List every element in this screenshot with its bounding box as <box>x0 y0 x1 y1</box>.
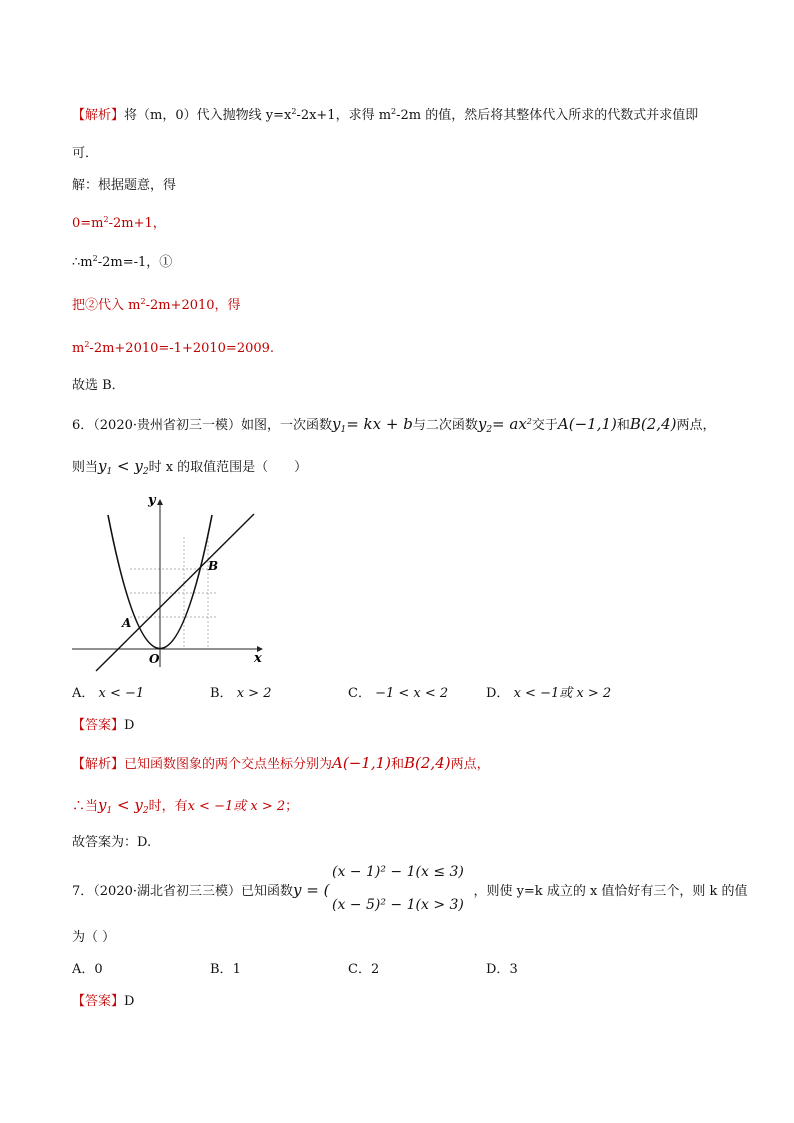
point-a-label: A <box>122 616 132 630</box>
q6-solution-line1 <box>72 753 490 775</box>
t: 交于 <box>531 418 558 433</box>
m: y <box>332 415 341 433</box>
sol5-line1 <box>72 106 698 126</box>
option-key: D． <box>486 686 510 701</box>
t: 时，有 <box>148 799 188 814</box>
sol5-line4 <box>72 214 166 234</box>
point-a: A(−1,1) <box>332 754 391 772</box>
sub: 2 <box>142 467 149 477</box>
t: 6．（2020·贵州省初三一模）如图，一次函数 <box>72 418 332 433</box>
option-key: C． <box>348 962 371 977</box>
t: ∴m <box>72 255 93 270</box>
q7-option-a[interactable] <box>72 960 103 980</box>
t: 已知函数图象的两个交点坐标分别为 <box>124 757 333 772</box>
option-text: −1 < x < 2 <box>375 686 449 701</box>
sol5-line7 <box>72 339 274 359</box>
sub: 2 <box>486 425 493 435</box>
sol5-line5 <box>72 253 172 273</box>
sub: 1 <box>106 467 113 477</box>
origin-label: O <box>149 652 160 666</box>
analysis-tag: 【解析】 <box>72 108 125 123</box>
q6-option-b[interactable] <box>210 684 271 704</box>
sup: 2 <box>92 254 98 263</box>
q7-option-b[interactable] <box>210 960 241 980</box>
t: 7．（2020·湖北省初三三模）已知函数 <box>72 884 293 899</box>
answer-tag: 【答案】 <box>72 718 125 733</box>
m: y <box>98 796 107 814</box>
t: 时 x 的取值范围是（ ） <box>148 460 308 475</box>
t: m <box>72 341 85 356</box>
sol5-text-c: -2x+1，求得 m <box>296 108 392 123</box>
sup: 2 <box>291 107 297 116</box>
sup: 2 <box>103 215 109 224</box>
sol5-line8: 故选 B． <box>72 378 125 393</box>
t: ； <box>285 799 299 814</box>
function-graph <box>68 492 278 672</box>
option-text: 0 <box>94 962 103 977</box>
m: x < −1或 x > 2 <box>187 799 286 814</box>
point-b-label: B <box>208 559 219 573</box>
q6-option-d[interactable] <box>486 684 611 704</box>
linear-function-line <box>96 514 254 671</box>
point-a: A(−1,1) <box>557 415 617 433</box>
sub: 2 <box>142 806 149 816</box>
grid-lines <box>130 537 218 647</box>
option-key: A． <box>72 686 95 701</box>
option-text: 3 <box>509 962 518 977</box>
q7-option-c[interactable] <box>348 960 379 980</box>
t: 和 <box>391 757 405 772</box>
sup: 2 <box>84 340 90 349</box>
sub: 1 <box>106 806 113 816</box>
sup: 2 <box>391 107 397 116</box>
piecewise-case-2: (x − 5)² − 1(x > 3) <box>332 897 464 913</box>
q6-option-c[interactable] <box>348 684 448 704</box>
m: = kx + b <box>346 415 413 433</box>
t: -2m+2010，得 <box>145 298 241 313</box>
m: = ax <box>492 415 527 433</box>
t: 和 <box>616 418 630 433</box>
t: 把②代入 m <box>72 298 141 313</box>
y-equals: y = ( <box>293 881 330 899</box>
t: ，则使 y=k 成立的 x 值恰好有三个，则 k 的值 <box>473 884 748 899</box>
q7-stem-line2: 为（ ） <box>72 930 116 945</box>
sup: 2 <box>140 297 146 306</box>
answer-value: D <box>124 718 135 733</box>
option-key: A． <box>72 962 95 977</box>
y-axis-label: y <box>148 493 156 508</box>
option-text: 1 <box>232 962 241 977</box>
option-text: x > 2 <box>236 686 272 701</box>
q7-option-d[interactable] <box>486 960 518 980</box>
t: 与二次函数 <box>412 418 478 433</box>
m: y <box>98 457 107 475</box>
option-text: x < −1 <box>98 686 145 701</box>
option-key: B． <box>210 962 233 977</box>
analysis-tag: 【解析】 <box>72 757 125 772</box>
t: -2m+1， <box>108 216 166 231</box>
q6-solution-line2 <box>72 795 298 817</box>
q6-option-a[interactable] <box>72 684 144 704</box>
piecewise-case-1: (x − 1)² − 1(x ≤ 3) <box>332 864 464 880</box>
t: 则当 <box>72 460 99 475</box>
sol5-line3: 解：根据题意，得 <box>72 178 177 193</box>
point-b: B(2,4) <box>404 754 451 772</box>
m: y <box>477 415 487 433</box>
sol5-text-a: 将（m，0）代入抛物线 y=x <box>124 108 292 123</box>
q6-stem-line2 <box>72 456 307 478</box>
q7-answer <box>72 992 134 1012</box>
point-b: B(2,4) <box>629 415 677 433</box>
t: 两点， <box>450 757 490 772</box>
option-key: C． <box>348 686 371 701</box>
t: 0=m <box>72 216 104 231</box>
answer-tag: 【答案】 <box>72 994 125 1009</box>
q6-stem-line1 <box>72 414 716 436</box>
sol5-line2: 可． <box>72 146 99 161</box>
t: -2m=-1，① <box>97 255 173 270</box>
t: -2m+2010=-1+2010=2009. <box>89 341 275 356</box>
sup: 2 <box>526 417 532 426</box>
option-text: x < −1或 x > 2 <box>513 686 612 701</box>
t: ∴当 <box>72 799 99 814</box>
option-key: B． <box>210 686 233 701</box>
sub: 1 <box>340 425 347 435</box>
x-axis-label: x <box>254 651 262 666</box>
option-key: D． <box>486 962 510 977</box>
sol5-text-e: -2m 的值，然后将其整体代入所求的代数式并求值即 <box>396 108 699 123</box>
sol5-line6 <box>72 296 241 316</box>
answer-value: D <box>124 994 135 1009</box>
t: 两点， <box>676 418 716 433</box>
q6-answer <box>72 716 134 736</box>
m: < y <box>112 796 143 814</box>
q6-solution-line3: 故答案为：D. <box>72 835 152 850</box>
m: < y <box>112 457 143 475</box>
option-text: 2 <box>370 962 380 977</box>
